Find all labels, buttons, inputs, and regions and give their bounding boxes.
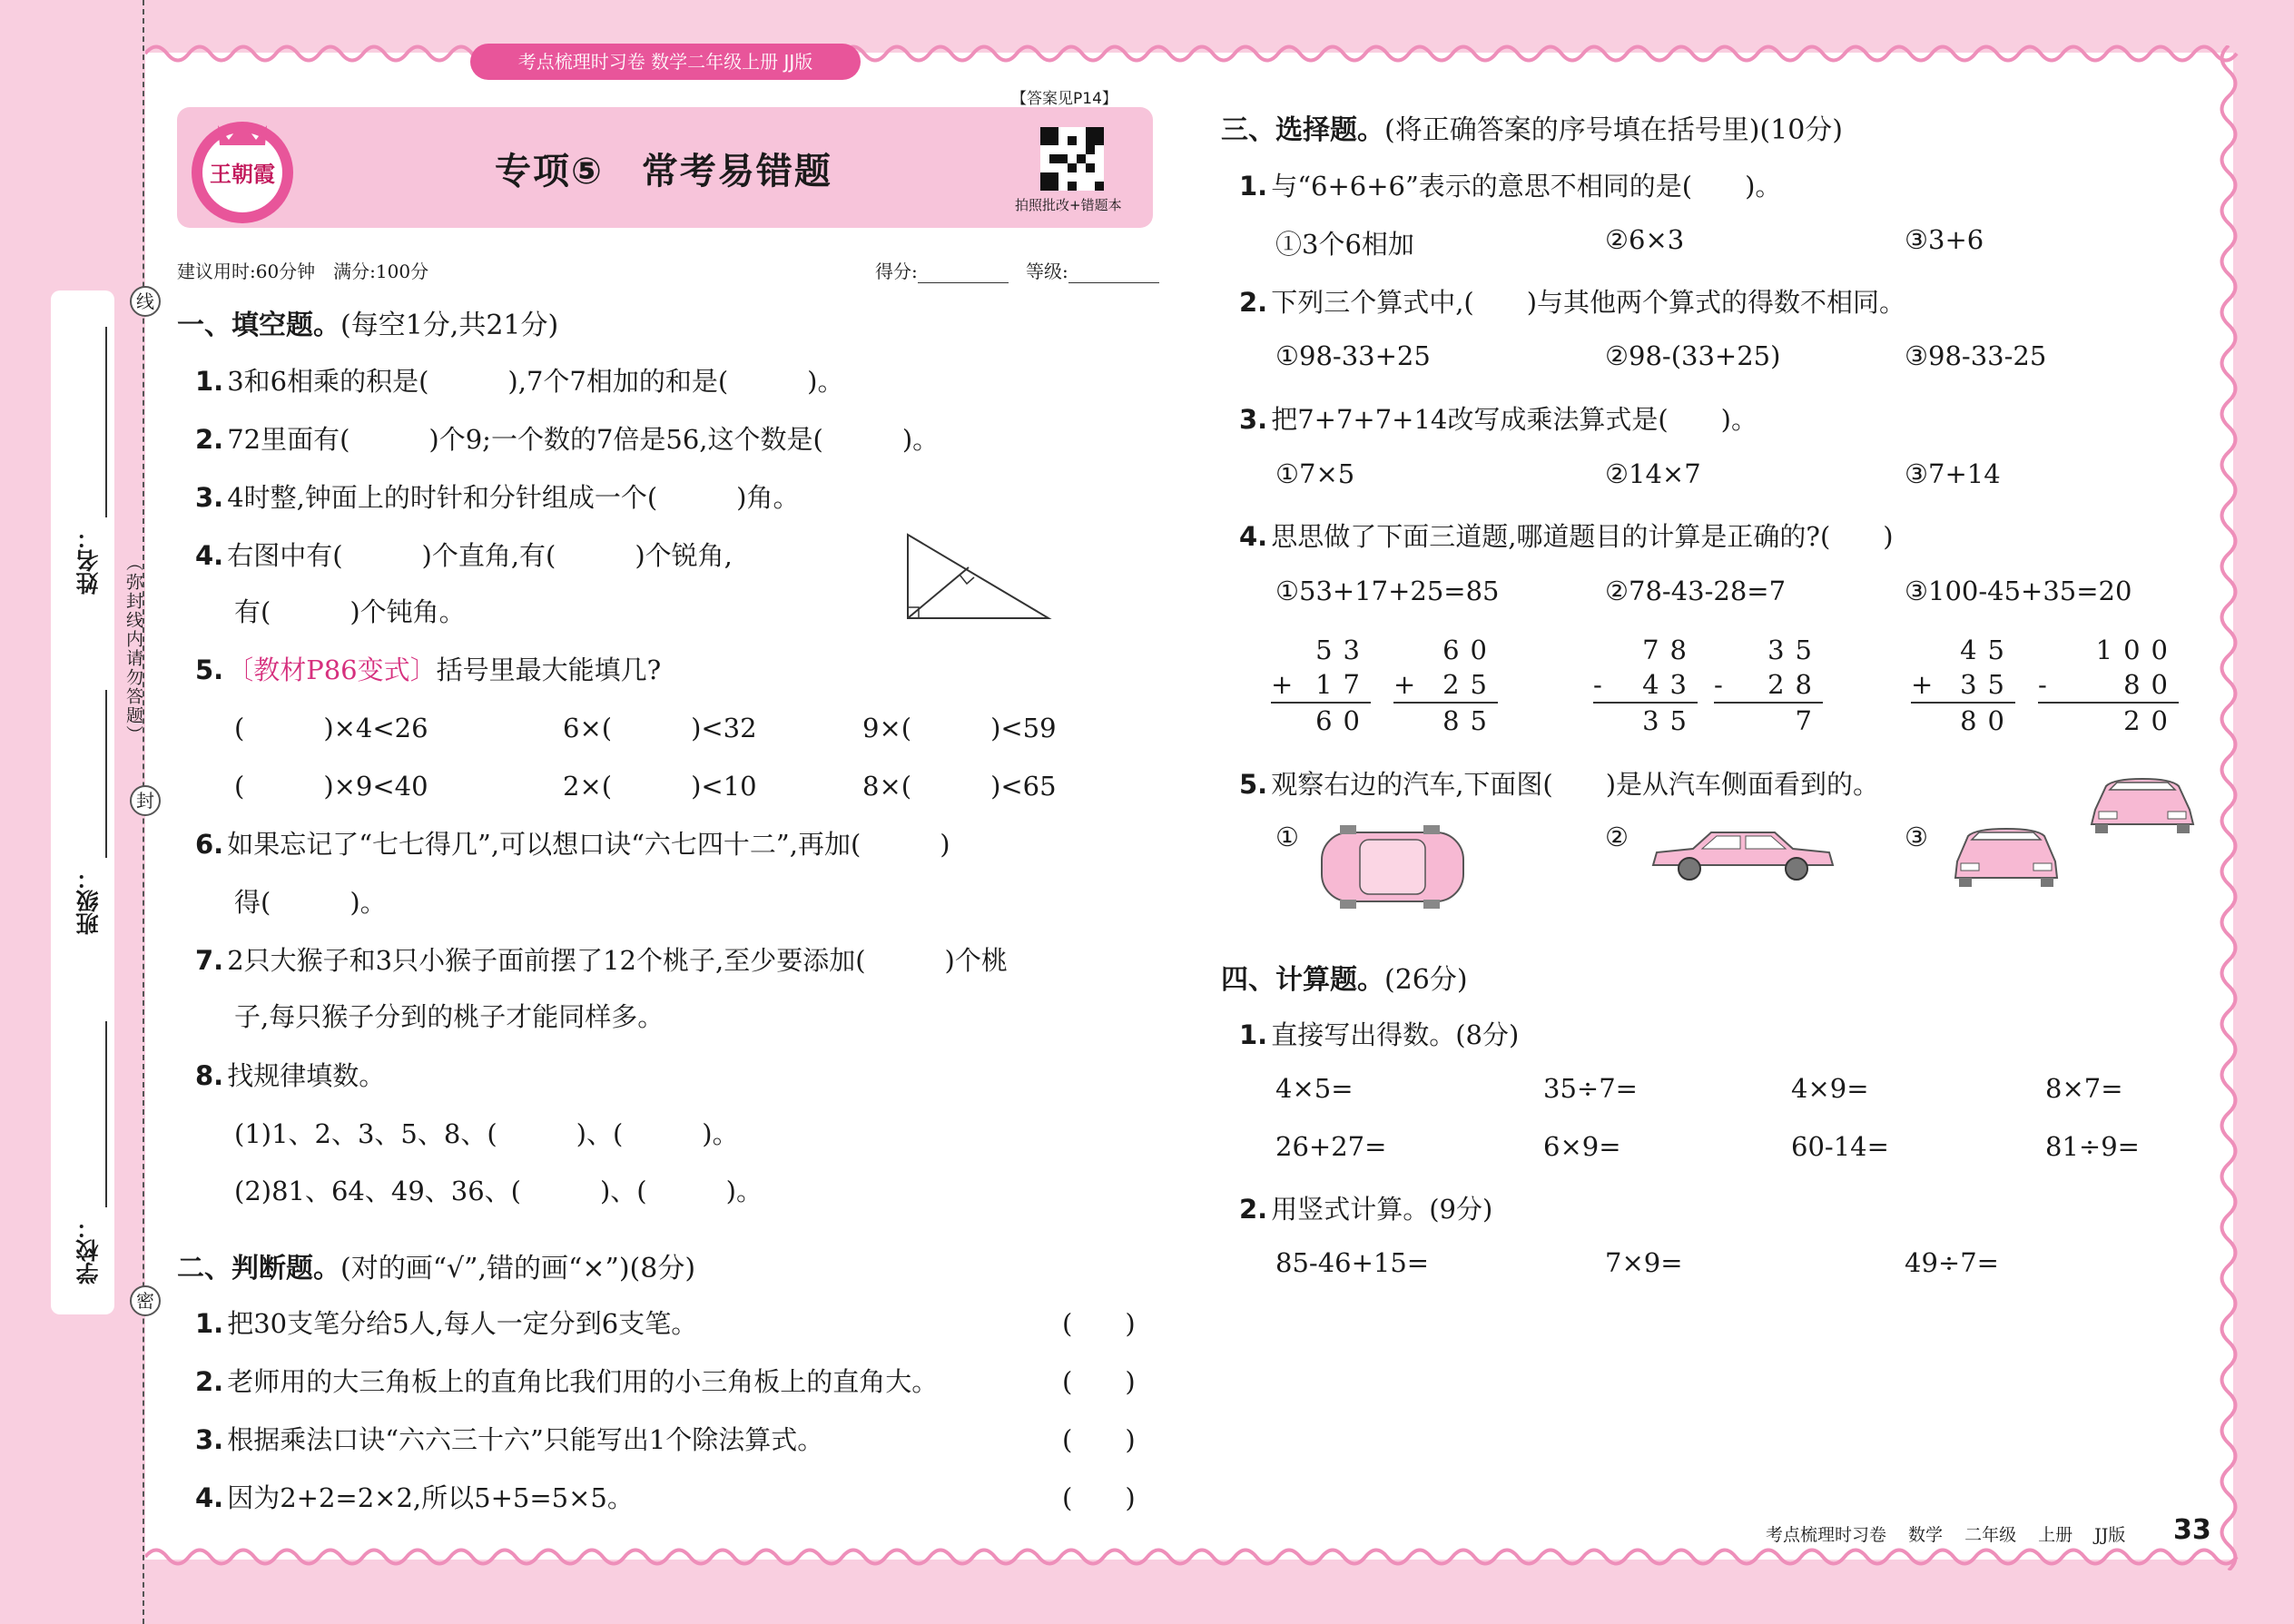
score-field[interactable]: [875, 257, 1009, 283]
choice-question-3: 3. 把7+7+7+14改写成乘法算式是( )。: [1239, 404, 1757, 435]
page-title: 专项⑤ 常考易错题: [495, 151, 832, 192]
judge-answer-box[interactable]: ( ): [1062, 1482, 1136, 1513]
choice-option: ③7+14: [1905, 458, 2001, 489]
class-field[interactable]: [105, 690, 107, 858]
fill-q5-item: ( )×9<40: [234, 771, 428, 802]
judge-question-3: 3. 根据乘法口诀“六六三十六”只能写出1个除法算式。: [195, 1424, 824, 1455]
class-label: 班级：: [75, 867, 102, 935]
car-option-2-label: ②: [1605, 822, 1629, 852]
section-calc-title: 四、计算题。(26分): [1221, 964, 1468, 996]
vertical-calc: 78 - 43 35: [1593, 635, 1698, 736]
grade-label: 等级:: [1026, 261, 1068, 282]
choice-option: ③100-45+35=20: [1905, 576, 2132, 606]
page-number: 33: [2173, 1514, 2211, 1546]
school-field[interactable]: [105, 1021, 107, 1207]
answer-reference: 【答案见P14】: [1011, 90, 1117, 108]
judge-answer-box[interactable]: ( ): [1062, 1308, 1136, 1339]
series-tab: 考点梳理时习卷 数学二年级上册 JJ版: [470, 44, 861, 80]
score-label: 得分:: [875, 261, 918, 282]
car-option-1-label: ①: [1275, 822, 1299, 852]
fill-question-5: 5. 〔教材P86变式〕括号里最大能填几?: [195, 655, 662, 685]
choice-option: ③98-33-25: [1905, 340, 2047, 371]
car-reference-image: [2086, 773, 2200, 837]
fill-question-2: 2. 72里面有( )个9;一个数的7倍是56,这个数是( )。: [195, 424, 940, 455]
binding-mark-seal: 封: [130, 785, 161, 816]
fill-q5-item: 2×( )<10: [563, 771, 757, 802]
car-top-view-image[interactable]: [1314, 822, 1471, 912]
choice-option: ②98-(33+25): [1605, 340, 1781, 371]
choice-option: ③3+6: [1905, 224, 1984, 255]
triangle-figure: [903, 531, 1053, 622]
vertical-calc: 100 - 80 20: [2038, 635, 2179, 736]
calc-question-2: 2. 用竖式计算。(9分): [1239, 1194, 1493, 1225]
vertical-calc: 35 - 28 7: [1714, 635, 1823, 736]
choice-question-4: 4. 思思做了下面三道题,哪道题目的计算是正确的?( ): [1239, 521, 1894, 552]
wavy-border-right: [2215, 45, 2242, 1570]
calc-item: 6×9=: [1543, 1131, 1621, 1162]
section-judge-title: 二、判断题。(对的画“√”,错的画“×”)(8分): [177, 1253, 696, 1284]
car-front-view-image[interactable]: [1950, 822, 2063, 890]
calc-item: 8×7=: [2045, 1073, 2123, 1104]
choice-option: ②6×3: [1605, 224, 1685, 255]
qr-caption: 拍照批改+错题本: [1015, 197, 1122, 213]
calc-item: 81÷9=: [2045, 1131, 2140, 1162]
judge-question-2: 2. 老师用的大三角板上的直角比我们用的小三角板上的直角大。: [195, 1366, 939, 1397]
name-field[interactable]: [105, 327, 107, 517]
calc-item: 4×5=: [1275, 1073, 1354, 1104]
calc-item: 7×9=: [1605, 1247, 1683, 1278]
svg-text:王朝霞: 王朝霞: [210, 161, 275, 187]
choice-option: ②14×7: [1605, 458, 1701, 489]
fill-q5-item: ( )×4<26: [234, 713, 428, 743]
car-side-view-image[interactable]: [1648, 822, 1838, 887]
judge-answer-box[interactable]: ( ): [1062, 1366, 1136, 1397]
fill-question-8: 8. 找规律填数。: [195, 1060, 386, 1091]
binding-mark-secret: 密: [130, 1285, 161, 1316]
calc-item: 4×9=: [1791, 1073, 1869, 1104]
name-label: 姓名：: [75, 527, 102, 595]
fill-question-8-2: (2)81、64、49、36、( )、( )。: [234, 1176, 763, 1206]
fill-question-1: 1. 3和6相乘的积是( ),7个7相加的和是( )。: [195, 366, 844, 397]
binding-note: （弥封线内请勿答题）: [123, 554, 143, 744]
car-option-3-label: ③: [1905, 822, 1928, 852]
fill-q5-item: 6×( )<32: [563, 713, 757, 743]
judge-question-4: 4. 因为2+2=2×2,所以5+5=5×5。: [195, 1482, 634, 1513]
calc-item: 49÷7=: [1905, 1247, 1999, 1278]
fill-question-7-cont: 子,每只猴子分到的桃子才能同样多。: [234, 1001, 665, 1032]
judge-answer-box[interactable]: ( ): [1062, 1424, 1136, 1455]
choice-question-2: 2. 下列三个算式中,( )与其他两个算式的得数不相同。: [1239, 287, 1906, 318]
binding-mark-line: 线: [130, 286, 161, 317]
vertical-calc: 60 + 25 85: [1393, 635, 1498, 736]
vertical-calc: 53 + 17 60: [1271, 635, 1371, 736]
calc-item: 60-14=: [1791, 1131, 1889, 1162]
fill-question-4-cont: 有( )个钝角。: [234, 596, 466, 627]
calc-item: 85-46+15=: [1275, 1247, 1430, 1278]
fill-question-6: 6. 如果忘记了“七七得几”,可以想口诀“六七四十二”,再加( ): [195, 829, 950, 860]
choice-option: ①3个6相加: [1275, 229, 1414, 260]
fill-q5-item: 8×( )<65: [862, 771, 1057, 802]
wavy-border-bottom: [145, 1543, 2242, 1570]
calc-item: 26+27=: [1275, 1131, 1387, 1162]
fill-question-4: 4. 右图中有( )个直角,有( )个锐角,: [195, 540, 733, 571]
choice-option: ②78-43-28=7: [1605, 576, 1787, 606]
time-limit: 建议用时:60分钟 满分:100分: [177, 261, 429, 282]
vertical-calc: 45 + 35 80: [1911, 635, 2015, 736]
qr-code-icon[interactable]: [1040, 127, 1104, 191]
grade-field[interactable]: [1026, 257, 1159, 283]
choice-question-5: 5. 观察右边的汽车,下面图( )是从汽车侧面看到的。: [1239, 769, 1880, 800]
fill-question-7: 7. 2只大猴子和3只小猴子面前摆了12个桃子,至少要添加( )个桃: [195, 945, 1008, 976]
fill-question-6-cont: 得( )。: [234, 887, 387, 918]
calc-item: 35÷7=: [1543, 1073, 1638, 1104]
fill-question-3: 3. 4时整,钟面上的时针和分针组成一个( )角。: [195, 482, 800, 513]
school-label: 学校：: [75, 1216, 102, 1284]
section-choice-title: 三、选择题。(将正确答案的序号填在括号里)(10分): [1221, 114, 1843, 146]
calc-question-1: 1. 直接写出得数。(8分): [1239, 1019, 1520, 1050]
choice-option: ①7×5: [1275, 458, 1355, 489]
page-footer: 考点梳理时习卷 数学 二年级 上册 JJ版: [1766, 1525, 2126, 1545]
fill-q5-item: 9×( )<59: [862, 713, 1057, 743]
fill-question-8-1: (1)1、2、3、5、8、( )、( )。: [234, 1118, 739, 1149]
choice-question-1: 1. 与“6+6+6”表示的意思不相同的是( )。: [1239, 171, 1782, 202]
judge-question-1: 1. 把30支笔分给5人,每人一定分到6支笔。: [195, 1308, 698, 1339]
section-fill-title: 一、填空题。(每空1分,共21分): [177, 310, 559, 341]
choice-option: ①98-33+25: [1275, 340, 1431, 371]
brand-logo: [182, 109, 304, 227]
wavy-border-top: [145, 40, 2242, 67]
choice-option: ①53+17+25=85: [1275, 576, 1500, 606]
